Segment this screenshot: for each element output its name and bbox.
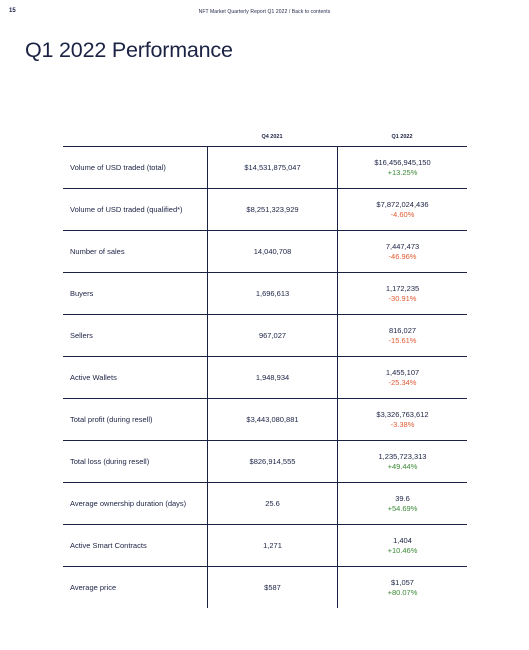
table-row (63, 482, 467, 524)
q1-2022-value: 1,404 (393, 536, 412, 545)
change-percentage: +54.69% (387, 503, 418, 513)
q1-2022-value: $16,456,945,150 (374, 158, 431, 167)
table-row (63, 356, 467, 398)
column-header-q1-2022: Q1 2022 (391, 134, 413, 140)
change-percentage: -46.96% (388, 251, 417, 261)
q1-2022-cell (337, 525, 467, 566)
table-row (63, 188, 467, 230)
q4-2021-value: $587 (207, 567, 337, 608)
change-percentage: -3.38% (390, 419, 415, 429)
q4-2021-value: 1,271 (207, 525, 337, 566)
row-label: Active Smart Contracts (70, 541, 147, 550)
row-label: Volume of USD traded (qualified*) (70, 205, 183, 214)
q1-2022-cell (337, 147, 467, 188)
page-title: Q1 2022 Performance (25, 38, 233, 62)
q4-2021-value: 25.6 (207, 483, 337, 524)
q1-2022-value: 39.6 (395, 494, 410, 503)
change-percentage: -4.60% (390, 209, 415, 219)
change-percentage: +49.44% (387, 461, 418, 471)
q4-2021-value: 1,696,613 (207, 273, 337, 314)
q4-2021-value: 967,027 (207, 315, 337, 356)
change-percentage: +13.25% (387, 167, 418, 177)
row-label: Buyers (70, 289, 94, 298)
q1-2022-value: $1,057 (391, 578, 414, 587)
q4-2021-value: $8,251,323,929 (207, 189, 337, 230)
row-label: Number of sales (70, 247, 125, 256)
change-percentage: -30.91% (388, 293, 417, 303)
change-percentage: -25.34% (388, 377, 417, 387)
q4-2021-value: $14,531,875,047 (207, 147, 337, 188)
q4-2021-value: $3,443,080,881 (207, 399, 337, 440)
q1-2022-cell (337, 441, 467, 482)
table-row (63, 314, 467, 356)
table-row (63, 146, 467, 188)
q1-2022-cell (337, 231, 467, 272)
table-row (63, 398, 467, 440)
q1-2022-cell (337, 189, 467, 230)
q4-2021-value: $826,914,555 (207, 441, 337, 482)
q4-2021-value: 14,040,708 (207, 231, 337, 272)
table-row (63, 440, 467, 482)
change-percentage: +10.46% (387, 545, 418, 555)
row-label: Average ownership duration (days) (70, 499, 187, 508)
row-label: Active Wallets (70, 373, 117, 382)
table-body (63, 146, 467, 608)
row-label: Volume of USD traded (total) (70, 163, 166, 172)
page-number: 15 (9, 8, 16, 14)
q1-2022-value: 7,447,473 (385, 242, 420, 251)
table-row (63, 524, 467, 566)
table-row (63, 272, 467, 314)
table-row (63, 230, 467, 272)
q1-2022-cell (337, 399, 467, 440)
table-row (63, 566, 467, 608)
table-header (63, 128, 467, 146)
q1-2022-value: 1,235,723,313 (378, 452, 427, 461)
row-label: Total profit (during resell) (70, 415, 153, 424)
change-percentage: +80.07% (387, 587, 418, 597)
row-label: Sellers (70, 331, 93, 340)
q1-2022-cell (337, 315, 467, 356)
q1-2022-value: 1,172,235 (385, 284, 420, 293)
running-header-link[interactable]: NFT Market Quarterly Report Q1 2022 / Back to contents (198, 9, 331, 15)
column-header-q4-2021: Q4 2021 (261, 134, 283, 140)
row-label: Average price (70, 583, 117, 592)
q1-2022-value: $7,872,024,436 (376, 200, 429, 209)
q1-2022-cell (337, 567, 467, 608)
q1-2022-cell (337, 483, 467, 524)
q1-2022-value: $3,326,763,612 (376, 410, 429, 419)
row-label: Total loss (during resell) (70, 457, 150, 466)
performance-table (63, 128, 467, 608)
q4-2021-value: 1,948,934 (207, 357, 337, 398)
change-percentage: -15.61% (388, 335, 417, 345)
q1-2022-cell (337, 357, 467, 398)
q1-2022-value: 816,027 (388, 326, 417, 335)
q1-2022-value: 1,455,107 (385, 368, 420, 377)
q1-2022-cell (337, 273, 467, 314)
